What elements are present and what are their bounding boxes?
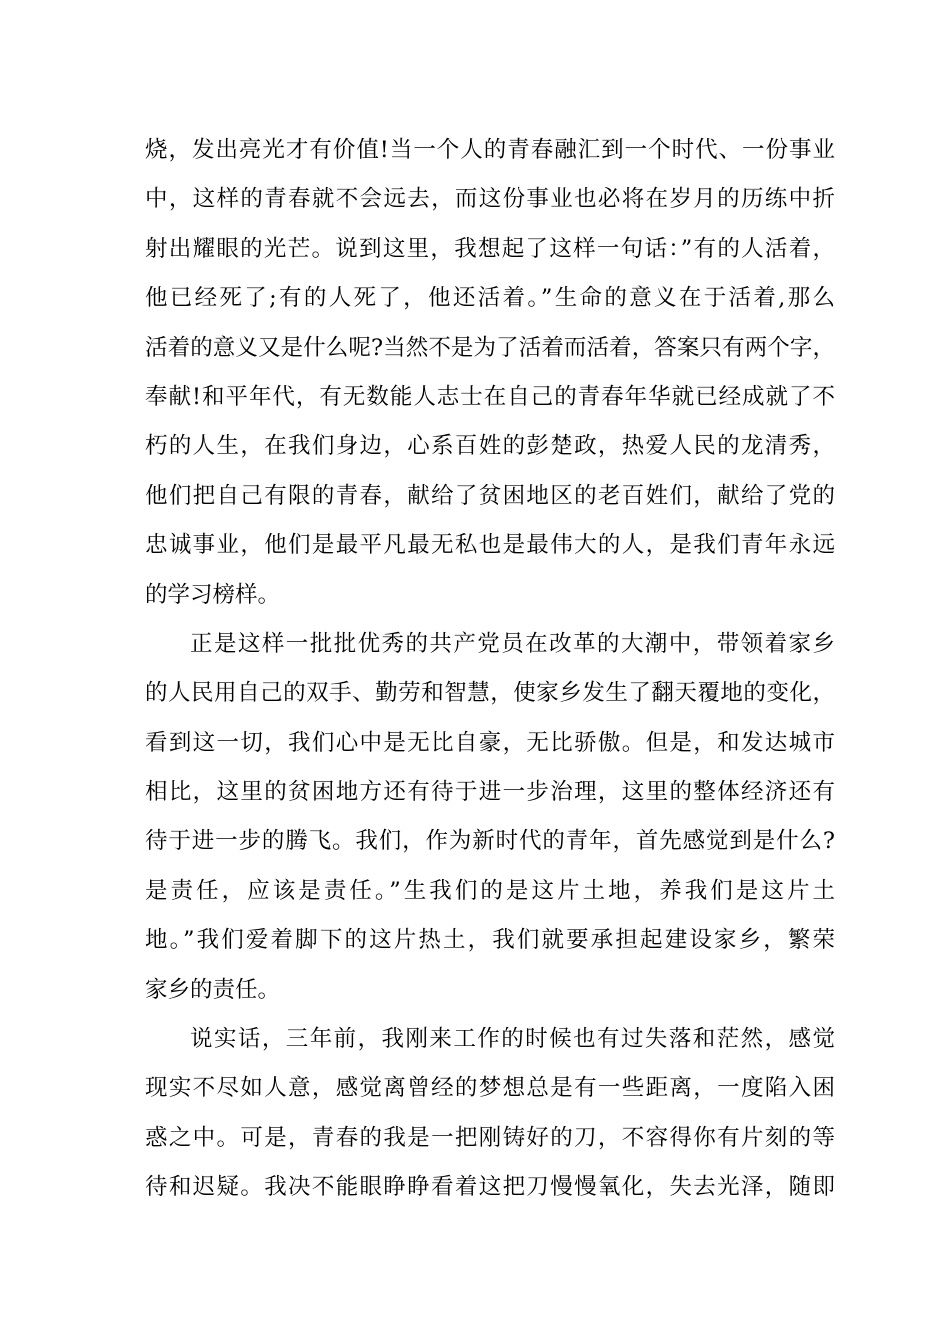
text-line: 地。”我们爱着脚下的这片热土，我们就要承担起建设家乡，繁荣 [145, 927, 835, 954]
text-line: 射出耀眼的光芒。说到这里，我想起了这样一句话：”有的人活着， [145, 235, 835, 262]
text-line: 烧，发出亮光才有价值!当一个人的青春融汇到一个时代、一份事业 [145, 137, 835, 163]
paragraph-first-line: 正是这样一批批优秀的共产党员在改革的大潮中，带领着家乡 [190, 630, 835, 657]
text-line: 待于进一步的腾飞。我们，作为新时代的青年，首先感觉到是什么? [145, 828, 835, 855]
text-line: 待和迟疑。我决不能眼睁睁看着这把刀慢慢氧化，失去光泽，随即 [145, 1174, 835, 1201]
text-line: 忠诚事业，他们是最平凡最无私也是最伟大的人，是我们青年永远 [145, 532, 835, 559]
text-line: 家乡的责任。 [145, 976, 281, 1003]
text-line: 他已经死了;有的人死了，他还活着。”生命的意义在于活着,那么 [145, 285, 835, 312]
text-line: 现实不尽如人意，感觉离曾经的梦想总是有一些距离，一度陷入困 [145, 1075, 835, 1102]
text-line: 看到这一切，我们心中是无比自豪，无比骄傲。但是，和发达城市 [145, 729, 835, 756]
text-line: 朽的人生，在我们身边，心系百姓的彭楚政，热爱人民的龙清秀， [145, 433, 835, 460]
text-line: 的人民用自己的双手、勤劳和智慧，使家乡发生了翻天覆地的变化， [145, 680, 835, 707]
text-line: 惑之中。可是，青春的我是一把刚铸好的刀，不容得你有片刻的等 [145, 1124, 835, 1151]
text-line: 奉献!和平年代，有无数能人志士在自己的青春年华就已经成就了不 [145, 383, 835, 410]
text-line: 活着的意义又是什么呢?当然不是为了活着而活着，答案只有两个字， [145, 334, 835, 361]
text-line: 他们把自己有限的青春，献给了贫困地区的老百姓们，献给了党的 [145, 482, 835, 509]
body-text [145, 126, 835, 1213]
text-line: 的学习榜样。 [145, 581, 281, 608]
paragraph-first-line: 说实话，三年前，我刚来工作的时候也有过失落和茫然，感觉 [190, 1026, 835, 1053]
text-line: 相比，这里的贫困地方还有待于进一步治理，这里的整体经济还有 [145, 779, 835, 806]
text-line: 是责任，应该是责任。”生我们的是这片土地，养我们是这片土 [145, 877, 835, 904]
text-line: 中，这样的青春就不会远去，而这份事业也必将在岁月的历练中折 [145, 186, 835, 213]
